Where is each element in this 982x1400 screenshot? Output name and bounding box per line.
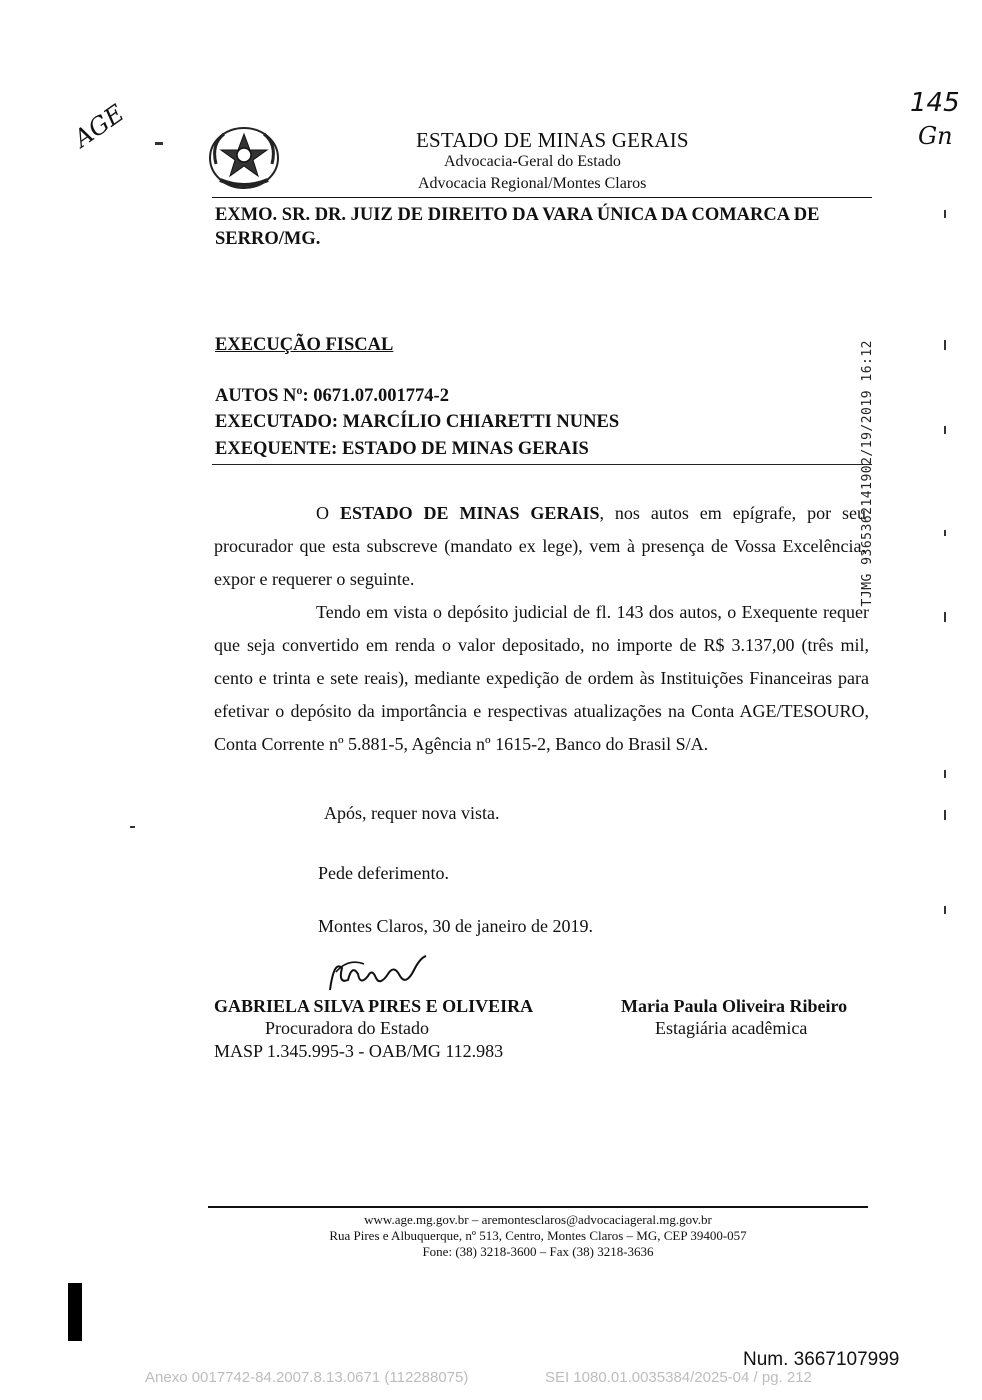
paragraph-new-view: Após, requer nova vista. xyxy=(324,803,500,823)
footer-web-email: www.age.mg.gov.br – aremontesclaros@advocaciageral.mg.gov.br xyxy=(364,1212,712,1227)
signer-name: GABRIELA SILVA PIRES E OLIVEIRA xyxy=(214,996,534,1016)
paragraph-closing: Pede deferimento. xyxy=(318,863,449,883)
header-agency: Advocacia-Geral do Estado xyxy=(444,153,621,170)
court-protocol-stamp: TJMG 9365362141902/19/2019 16:12 xyxy=(860,340,875,607)
case-executado: EXECUTADO: MARCÍLIO CHIARETTI NUNES xyxy=(215,412,620,432)
handwritten-initials: Gn xyxy=(918,122,953,150)
sei-reference: SEI 1080.01.0035384/2025-04 / pg. 212 xyxy=(545,1369,812,1386)
paragraph-intro xyxy=(214,497,866,596)
header-divider xyxy=(212,197,872,198)
intro-rest: , nos autos em epígrafe, por seu procurador que esta subscreve (mandato ex lege), vem à presença de Vossa Excelência, expor e requerer o seguinte. xyxy=(214,503,867,589)
footer-address: Rua Pires e Albuquerque, nº 513, Centro, Montes Claros – MG, CEP 39400-057 xyxy=(329,1228,747,1243)
annex-reference: Anexo 0017742-84.2007.8.13.0671 (112288075) xyxy=(145,1369,469,1386)
case-number: AUTOS Nº: 0671.07.001774-2 xyxy=(215,386,449,406)
intern-name: Maria Paula Oliveira Ribeiro xyxy=(621,996,848,1016)
intro-prefix: O xyxy=(316,503,340,523)
case-exequente: EXEQUENTE: ESTADO DE MINAS GERAIS xyxy=(215,439,589,459)
signer-registration: MASP 1.345.995-3 - OAB/MG 112.983 xyxy=(214,1041,504,1061)
intro-party: ESTADO DE MINAS GERAIS xyxy=(339,503,600,523)
handwritten-margin-note: AGE xyxy=(68,99,130,153)
intern-role: Estagiária acadêmica xyxy=(655,1018,808,1038)
place-date: Montes Claros, 30 de janeiro de 2019. xyxy=(318,916,593,936)
case-divider xyxy=(212,464,872,465)
signer-role: Procuradora do Estado xyxy=(265,1018,429,1038)
state-coat-of-arms-seal xyxy=(206,124,282,192)
document-caption: EXECUÇÃO FISCAL xyxy=(215,335,394,355)
document-number: Num. 3667107999 xyxy=(743,1349,900,1370)
header-state: ESTADO DE MINAS GERAIS xyxy=(416,128,689,152)
footer-divider xyxy=(208,1206,868,1208)
paragraph-request: Tendo em vista o depósito judicial de fl. 143 dos autos, o Exequente requer que seja convertido em renda o valor depositado, no importe de R$ 3.137,00 (três mil, cento e trinta e sete reais), mediante expedição de ordem às Instituições Financeiras para efetivar o depósito da importância e respectivas atualizações na Conta AGE/TESOURO, Conta Corrente nº 5.881-5, Agência nº 1615-2, Banco do Brasil S/A. xyxy=(214,602,869,754)
handwritten-page-number: 145 xyxy=(910,88,960,118)
scan-black-mark xyxy=(68,1283,82,1341)
footer-phone: Fone: (38) 3218-3600 – Fax (38) 3218-3636 xyxy=(422,1244,654,1259)
addressee: EXMO. SR. DR. JUIZ DE DIREITO DA VARA ÚNICA DA COMARCA DE SERRO/MG. xyxy=(215,205,820,249)
header-office: Advocacia Regional/Montes Claros xyxy=(418,175,647,192)
